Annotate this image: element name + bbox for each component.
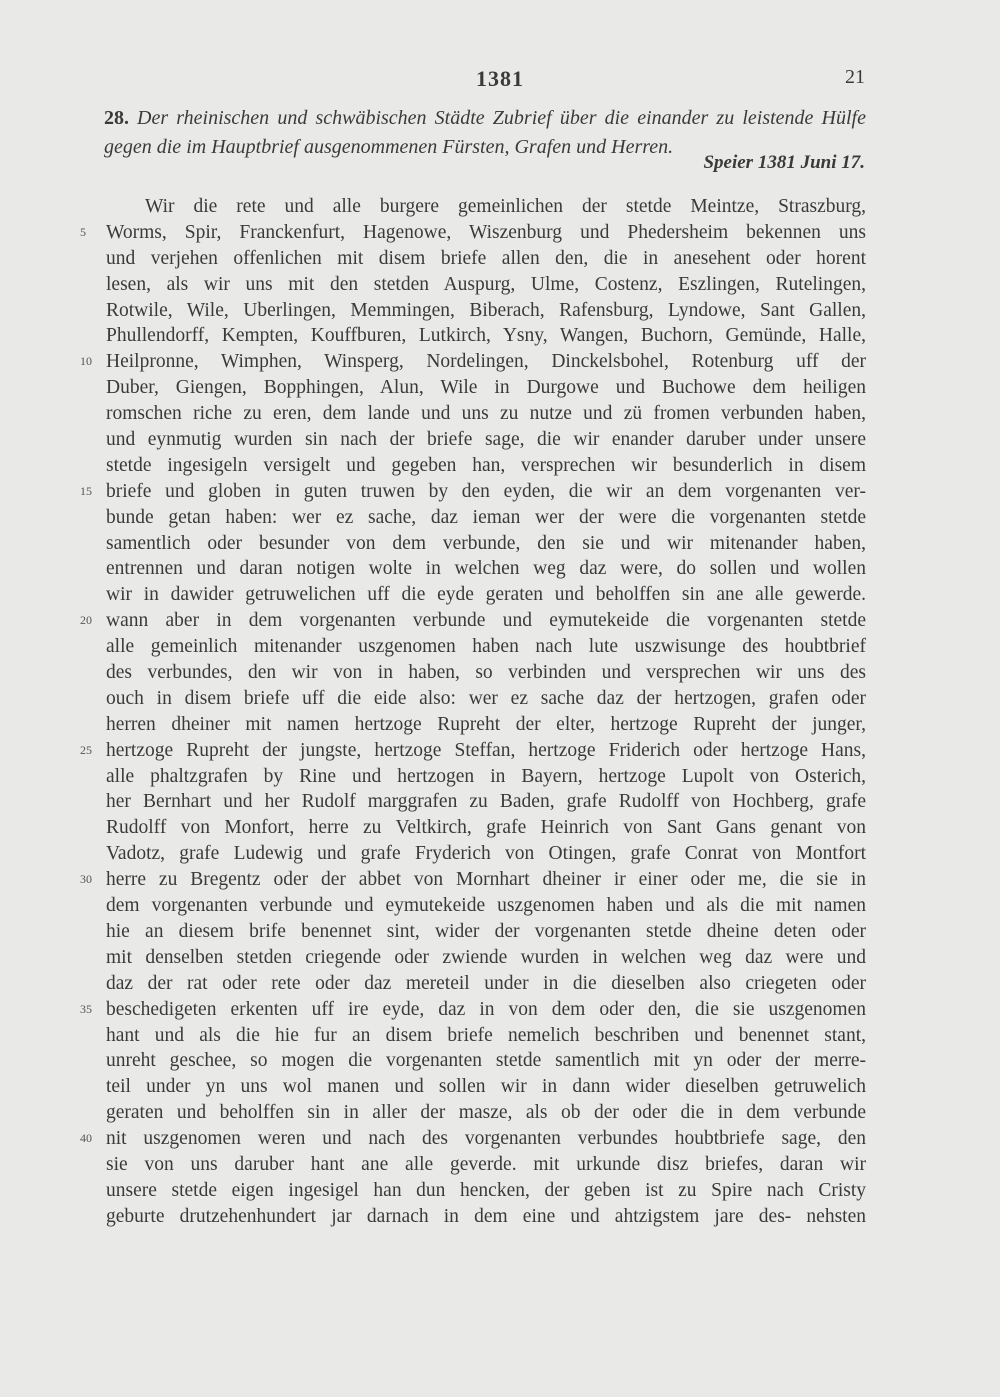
running-header-year: 1381	[476, 66, 524, 91]
line-text: briefe und globen in guten truwen by den eyden, die wir an dem vorgenanten ver-	[106, 480, 866, 502]
text-line	[0, 582, 1000, 608]
line-number: 10	[80, 354, 92, 369]
line-text: hant und als die hie fur an disem briefe nemelich beschriben und benennet stant,	[106, 1024, 866, 1046]
line-text: hertzoge Rupreht der jungste, hertzoge Steffan, hertzoge Friderich oder hertzoge Hans,	[106, 739, 866, 761]
text-line	[0, 505, 1000, 531]
line-text: ouch in disem briefe uff die eide also: wer ez sache daz der hertzogen, grafen oder	[106, 687, 866, 709]
line-text: romschen riche zu eren, dem lande und uns zu nutze und zü fromen verbunden haben,	[106, 403, 866, 425]
line-text: alle gemeinlich mitenander uszgenomen haben nach lute uszwisunge des houbtbrief	[106, 636, 866, 658]
text-line	[0, 323, 1000, 349]
line-text: und verjehen offenlichen mit disem briefe allen den, die in anesehent oder horent	[106, 247, 866, 269]
text-line	[0, 712, 1000, 738]
text-line	[0, 634, 1000, 660]
line-text: stetde ingesigeln versigelt und gegeben han, versprechen wir besunderlich in disem	[106, 454, 866, 476]
line-text: Worms, Spir, Franckenfurt, Hagenowe, Wiszenburg und Phedersheim bekennen uns	[106, 221, 866, 243]
text-line	[0, 1023, 1000, 1049]
text-line	[0, 453, 1000, 479]
line-text: Vadotz, grafe Ludewig und grafe Fryderich von Otingen, grafe Conrat von Montfort	[106, 843, 866, 865]
document-body	[0, 194, 1000, 1230]
text-line	[0, 660, 1000, 686]
text-line	[0, 531, 1000, 557]
text-line	[0, 1178, 1000, 1204]
line-text: lesen, als wir uns mit den stetden Auspurg, Ulme, Costenz, Eszlingen, Rutelingen,	[106, 273, 866, 295]
text-line	[0, 867, 1000, 893]
text-line	[0, 272, 1000, 298]
line-number: 15	[80, 483, 92, 498]
line-text: mit denselben stetden criegende oder zwiende wurden in welchen weg daz were und	[106, 946, 866, 968]
line-text: beschedigeten erkenten uff ire eyde, daz in von dem oder den, die sie uszgenomen	[106, 998, 866, 1020]
text-line	[0, 945, 1000, 971]
line-text: hie an diesem brife benennet sint, wider der vorgenanten stetde dheine deten oder	[106, 920, 866, 942]
line-text: unreht geschee, so mogen die vorgenanten stetde samentlich mit yn oder der merre-	[106, 1050, 866, 1072]
line-text: geraten und beholffen sin in aller der masze, als ob der oder die in dem verbunde	[106, 1102, 866, 1124]
line-text: Rudolff von Monfort, herre zu Veltkirch, grafe Heinrich von Sant Gans genant von	[106, 817, 866, 839]
text-line	[0, 789, 1000, 815]
text-line	[0, 556, 1000, 582]
text-line	[0, 479, 1000, 505]
text-line	[0, 1152, 1000, 1178]
text-line	[0, 1126, 1000, 1152]
text-line	[0, 1204, 1000, 1230]
text-line	[0, 738, 1000, 764]
line-text: Heilpronne, Wimphen, Winsperg, Nordelingen, Dinckelsbohel, Rotenburg uff der	[106, 351, 866, 373]
dateline: Speier 1381 Juni 17.	[703, 152, 865, 173]
text-line	[0, 246, 1000, 272]
text-line	[0, 349, 1000, 375]
text-line	[0, 686, 1000, 712]
line-number: 30	[80, 872, 92, 887]
line-text: des verbundes, den wir von in haben, so verbinden und versprechen wir uns des	[106, 662, 866, 684]
line-text: unsere stetde eigen ingesigel han dun hencken, der geben ist zu Spire nach Cristy	[106, 1179, 866, 1201]
document-title-text: Der rheinischen und schwäbischen Städte Zubrief über die einander zu leistende Hülfe gegen die im Hauptbrief ausgenommenen Fürsten, Grafen und Herren.	[104, 107, 866, 158]
line-text: teil under yn uns wol manen und sollen wir in dann wider dieselben getruwelich	[106, 1076, 866, 1098]
line-number: 35	[80, 1001, 92, 1016]
line-number: 25	[80, 742, 92, 757]
text-line	[0, 1100, 1000, 1126]
document-number: 28.	[104, 107, 129, 129]
line-number: 40	[80, 1131, 92, 1146]
line-text: bunde getan haben: wer ez sache, daz ieman wer der were die vorgenanten stetde	[106, 506, 866, 528]
text-line	[0, 919, 1000, 945]
page-number: 21	[845, 66, 865, 88]
line-number: 20	[80, 613, 92, 628]
line-text: wir in dawider getruwelichen uff die eyde geraten und beholffen sin ane alle gewerde.	[106, 584, 866, 606]
text-line	[0, 427, 1000, 453]
text-line	[0, 1074, 1000, 1100]
line-text: nit uszgenomen weren und nach des vorgenanten verbundes houbtbriefe sage, den	[106, 1128, 866, 1150]
line-text: samentlich oder besunder von dem verbunde, den sie und wir mitenander haben,	[106, 532, 866, 554]
text-line	[0, 375, 1000, 401]
line-text: her Bernhart und her Rudolf marggrafen zu Baden, grafe Rudolff von Hochberg, grafe	[106, 791, 866, 813]
text-line	[0, 764, 1000, 790]
line-text: alle phaltzgrafen by Rine und hertzogen in Bayern, hertzoge Lupolt von Osterich,	[106, 765, 866, 787]
line-text: daz der rat oder rete oder daz mereteil under in die dieselben also criegeten oder	[106, 972, 866, 994]
line-text: geburte drutzehenhundert jar darnach in dem eine und ahtzigstem jare des- nehsten	[106, 1205, 866, 1227]
text-line	[0, 298, 1000, 324]
text-line	[0, 893, 1000, 919]
line-text: und eynmutig wurden sin nach der briefe sage, die wir enander daruber under unsere	[106, 429, 866, 451]
line-text: Rotwile, Wile, Uberlingen, Memmingen, Biberach, Rafensburg, Lyndowe, Sant Gallen,	[106, 299, 866, 321]
line-text: Duber, Giengen, Bopphingen, Alun, Wile in Durgowe und Buchowe dem heiligen	[106, 377, 866, 399]
text-line	[0, 401, 1000, 427]
text-line	[0, 608, 1000, 634]
line-text: entrennen und daran notigen wolte in welchen weg daz were, do sollen und wollen	[106, 558, 866, 580]
line-text: sie von uns daruber hant ane alle geverde. mit urkunde disz briefes, daran wir	[106, 1153, 866, 1175]
text-line	[0, 194, 1000, 220]
text-line	[0, 220, 1000, 246]
line-text: herre zu Bregentz oder der abbet von Mornhart dheiner ir einer oder me, die sie in	[106, 869, 866, 891]
line-text: herren dheiner mit namen hertzoge Rupreht der elter, hertzoge Rupreht der junger,	[106, 713, 866, 735]
text-line	[0, 815, 1000, 841]
line-text: wann aber in dem vorgenanten verbunde und eymutekeide die vorgenanten stetde	[106, 610, 866, 632]
line-text: Phullendorff, Kempten, Kouffburen, Lutkirch, Ysny, Wangen, Buchorn, Gemünde, Halle,	[106, 325, 866, 347]
text-line	[0, 997, 1000, 1023]
line-text: dem vorgenanten verbunde und eymutekeide uszgenomen haben und als die mit namen	[106, 895, 866, 917]
text-line	[0, 841, 1000, 867]
text-line	[0, 1048, 1000, 1074]
line-text: Wir die rete und alle burgere gemeinlichen der stetde Meintze, Straszburg,	[145, 196, 866, 217]
line-number: 5	[80, 224, 86, 239]
text-line	[0, 971, 1000, 997]
